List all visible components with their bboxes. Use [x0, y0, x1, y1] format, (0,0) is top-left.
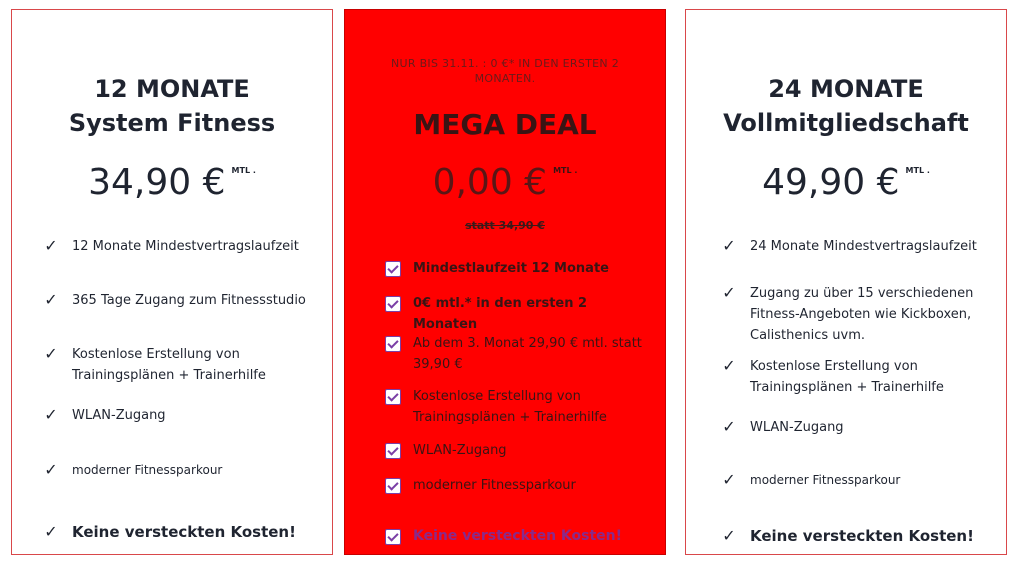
feature-text: Keine versteckten Kosten!	[72, 523, 296, 541]
feature-text: Ab dem 3. Monat 29,90 € mtl. statt 39,90 €	[413, 336, 642, 372]
feature-item	[718, 417, 990, 438]
feature-text: Kostenlose Erstellung von Trainingsplänen + Trainerhilfe	[413, 389, 607, 425]
checkmark-icon: ✓	[44, 405, 58, 424]
feature-text: Keine versteckten Kosten!	[750, 527, 974, 545]
feature-text: WLAN-Zugang	[750, 420, 844, 435]
price-row	[686, 162, 1006, 203]
feature-text: 0€ mtl.* in den ersten 2 Monaten	[413, 296, 588, 332]
price-row	[12, 162, 332, 203]
feature-item	[40, 522, 312, 543]
price-suffix: MTL .	[553, 166, 578, 175]
checkmark-icon: ✓	[722, 470, 736, 489]
checkmark-icon: ✓	[722, 526, 736, 545]
feature-text: moderner Fitnessparkour	[413, 478, 576, 493]
feature-item	[40, 344, 272, 386]
checkmark-icon: ✓	[722, 283, 736, 302]
plan-price: 49,90 €	[762, 162, 900, 203]
checkmark-icon: ✓	[44, 522, 58, 541]
checked-checkbox-icon	[385, 336, 401, 352]
feature-item	[718, 526, 990, 547]
feature-text: Keine versteckten Kosten!	[413, 528, 623, 544]
feature-text: Kostenlose Erstellung von Trainingsplänen + Trainerhilfe	[750, 359, 944, 395]
plan-card-mega-deal[interactable]	[344, 9, 666, 555]
feature-item	[385, 258, 653, 279]
price-suffix: MTL .	[231, 166, 256, 175]
feature-item	[718, 470, 990, 491]
plan-title	[12, 72, 332, 140]
checkmark-icon: ✓	[722, 417, 736, 436]
feature-text: WLAN-Zugang	[413, 443, 507, 458]
feature-text: 365 Tage Zugang zum Fitnessstudio	[72, 293, 306, 308]
feature-item	[718, 236, 990, 257]
checked-checkbox-icon	[385, 389, 401, 405]
feature-item	[718, 356, 950, 398]
feature-item	[385, 440, 653, 461]
feature-item	[40, 236, 312, 257]
checkmark-icon: ✓	[722, 236, 736, 255]
plan-price: 0,00 €	[432, 162, 548, 203]
feature-item	[385, 293, 653, 335]
feature-text: Kostenlose Erstellung von Trainingsplänen + Trainerhilfe	[72, 347, 266, 383]
feature-text: moderner Fitnessparkour	[750, 473, 901, 487]
checked-checkbox-icon	[385, 478, 401, 494]
plan-card-12-monate[interactable]	[11, 9, 333, 555]
feature-text: 12 Monate Mindestvertragslaufzeit	[72, 239, 299, 254]
plan-title-line1: 24 MONATE	[768, 75, 924, 103]
checkmark-icon: ✓	[722, 356, 736, 375]
feature-text: Zugang zu über 15 verschiedenen Fitness-Angeboten wie Kickboxen, Calisthenics uvm.	[750, 286, 974, 343]
plan-card-24-monate[interactable]	[685, 9, 1007, 555]
feature-text: moderner Fitnessparkour	[72, 463, 223, 477]
feature-item	[385, 475, 653, 496]
checkmark-icon: ✓	[44, 236, 58, 255]
feature-text: 24 Monate Mindestvertragslaufzeit	[750, 239, 977, 254]
checked-checkbox-icon	[385, 261, 401, 277]
feature-item	[718, 283, 980, 346]
checked-checkbox-icon	[385, 529, 401, 545]
plan-title-line1: 12 MONATE	[94, 75, 250, 103]
checkmark-icon: ✓	[44, 344, 58, 363]
feature-item	[40, 460, 312, 481]
promo-text: NUR BIS 31.11. : 0 €* IN DEN ERSTEN 2 MONATEN.	[390, 57, 620, 85]
plan-title-line2: Vollmitgliedschaft	[723, 109, 969, 137]
feature-text: WLAN-Zugang	[72, 408, 166, 423]
price-row	[345, 162, 665, 203]
plan-title: MEGA DEAL	[413, 108, 597, 141]
feature-item	[40, 405, 312, 426]
price-suffix: MTL .	[905, 166, 930, 175]
checked-checkbox-icon	[385, 443, 401, 459]
feature-item	[385, 386, 613, 428]
plan-price: 34,90 €	[88, 162, 226, 203]
feature-item	[385, 333, 648, 375]
checked-checkbox-icon	[385, 296, 401, 312]
checkmark-icon: ✓	[44, 460, 58, 479]
plan-title	[686, 72, 1006, 140]
feature-text: Mindestlaufzeit 12 Monate	[413, 261, 609, 276]
checkmark-icon: ✓	[44, 290, 58, 309]
plan-title-line2: System Fitness	[68, 109, 276, 137]
feature-item	[385, 526, 653, 547]
feature-item	[40, 290, 312, 311]
old-price: statt 34,90 €	[465, 219, 545, 232]
